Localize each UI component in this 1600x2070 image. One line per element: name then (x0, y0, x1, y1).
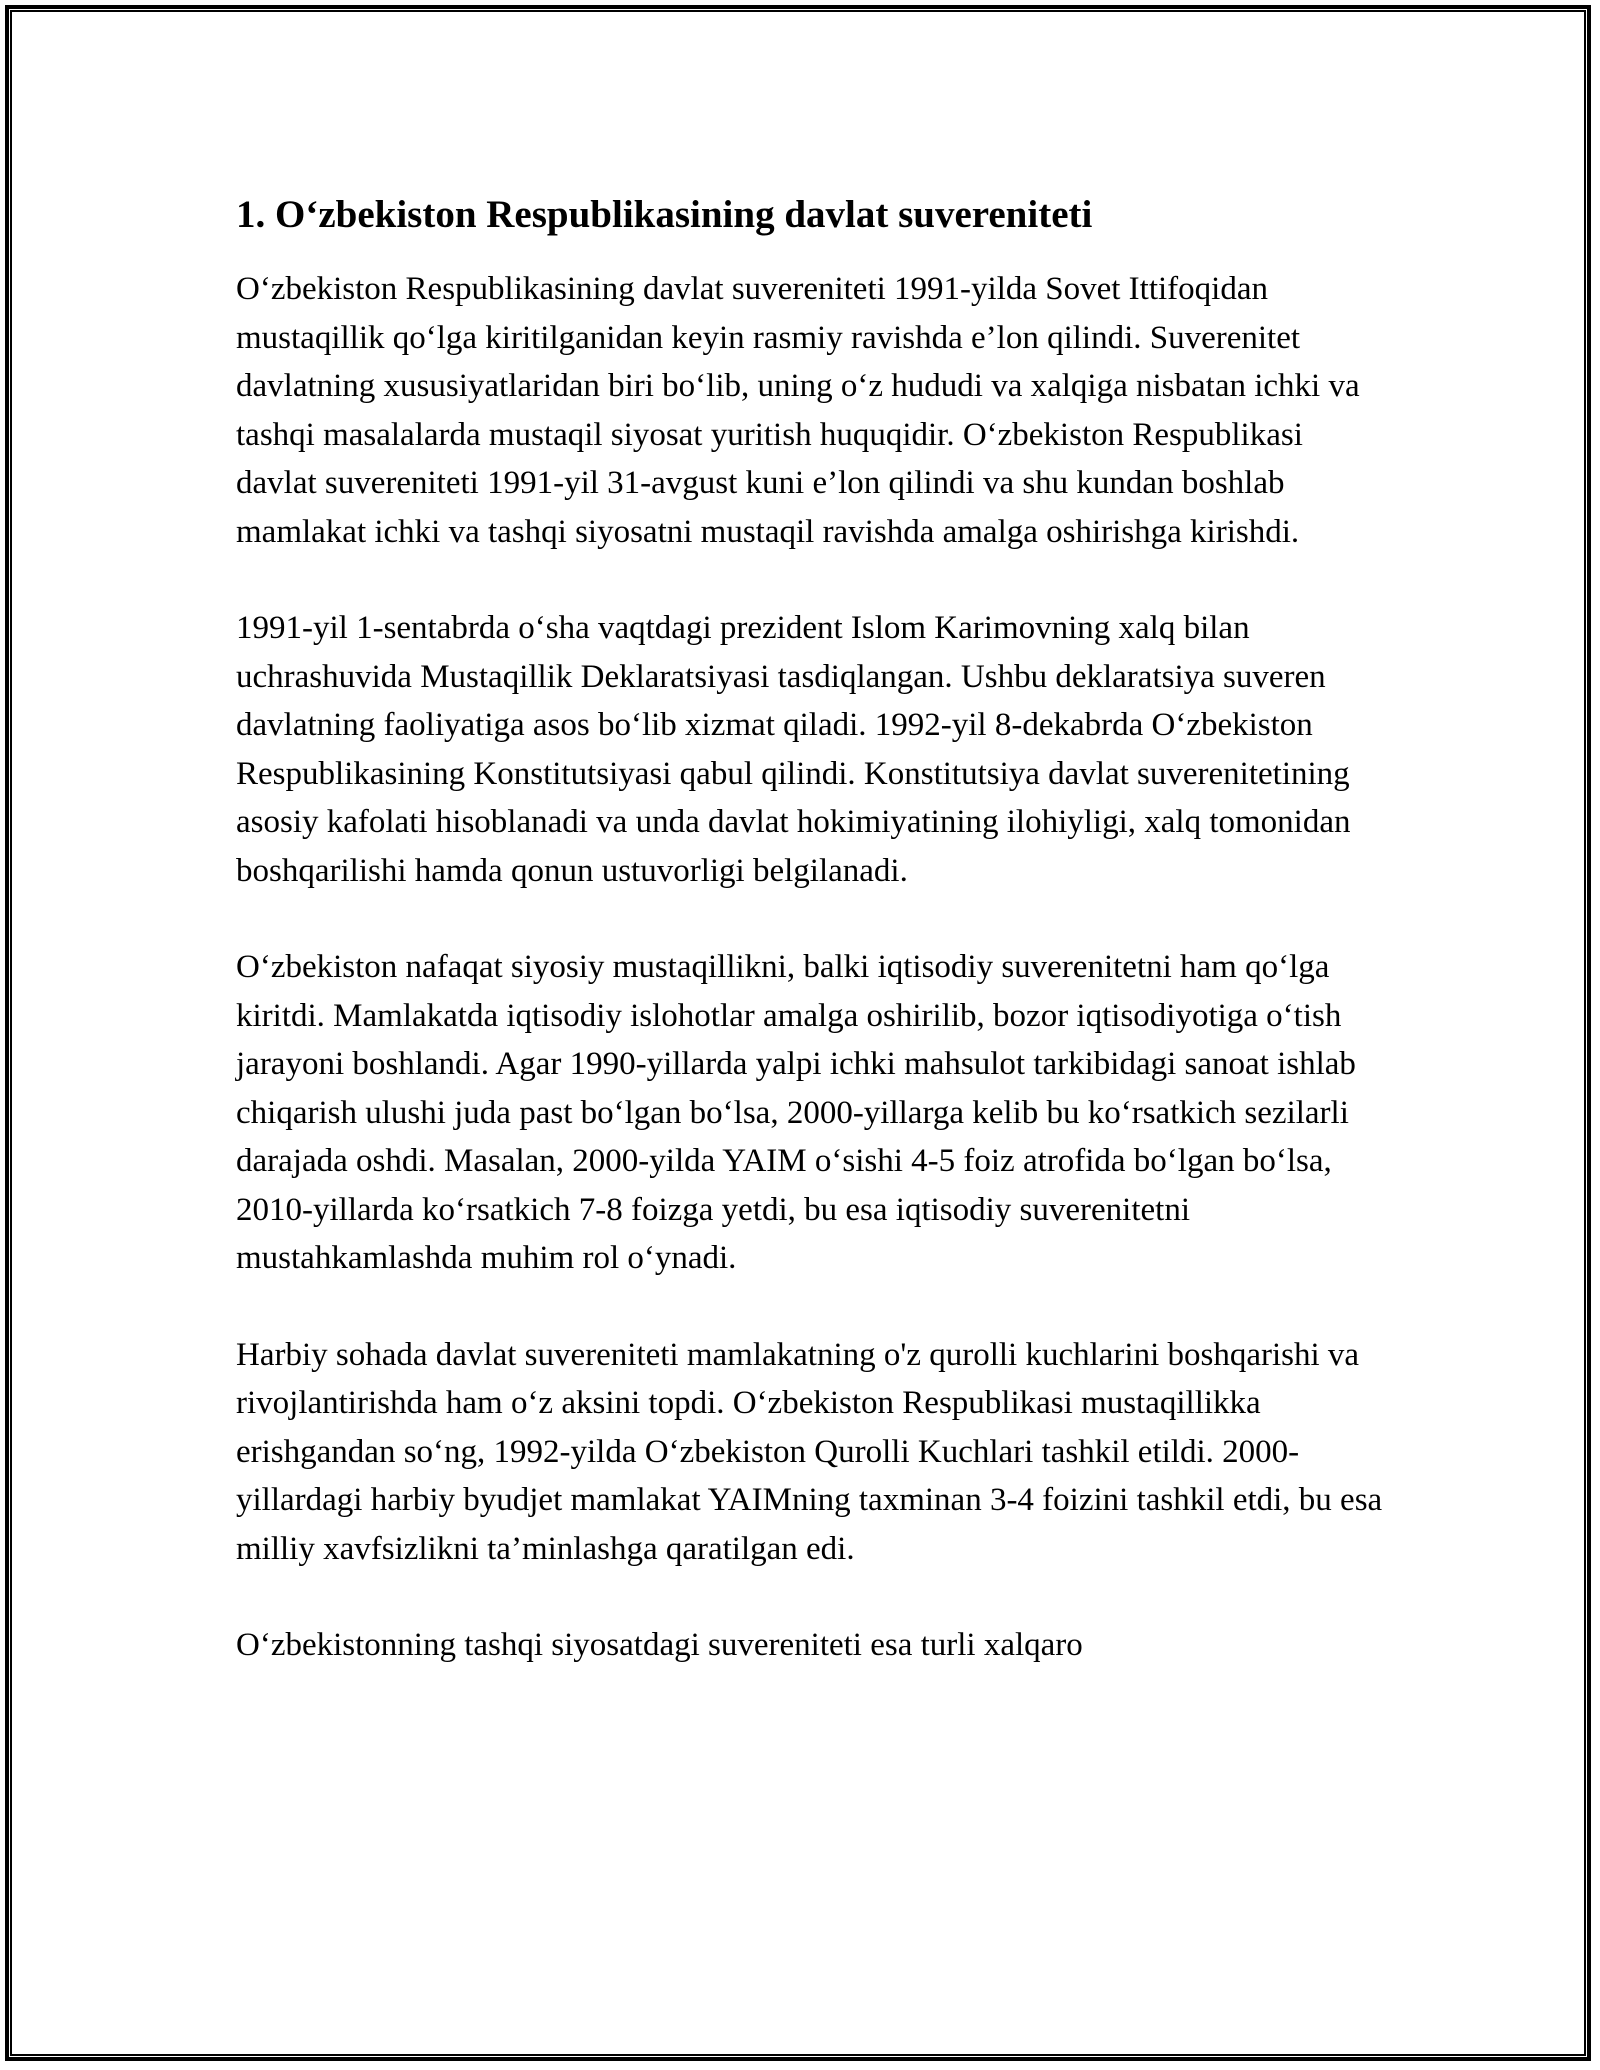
paragraph-3: O‘zbekiston nafaqat siyosiy mustaqillikni, balki iqtisodiy suverenitetni ham qo‘lga kiritdi. Mamlakatda iqtisodiy islohotlar amalga oshirilib, bozor iqtisodiyotiga o‘tish jarayoni boshlandi. Agar 1990-yillarda yalpi ichki mahsulot tarkibidagi sanoat ishlab chiqarish ulushi juda past bo‘lgan bo‘lsa, 2000-yillarga kelib bu ko‘rsatkich sezilarli darajada oshdi. Masalan, 2000-yilda YAIM o‘sishi 4-5 foiz atrofida bo‘lgan bo‘lsa, 2010-yillarda ko‘rsatkich 7-8 foizga yetdi, bu esa iqtisodiy suverenitetni mustahkamlashda muhim rol o‘ynadi. (236, 949, 1356, 1276)
paragraph-4: Harbiy sohada davlat suvereniteti mamlakatning o'z qurolli kuchlarini boshqarishi va rivojlantirishda ham o‘z aksini topdi. O‘zbekiston Respublikasi mustaqillikka erishgandan so‘ng, 1992-yilda O‘zbekiston Qurolli Kuchlari tashkil etildi. 2000-yillardagi harbiy byudjet mamlakat YAIMning taxminan 3-4 foizini tashkil etdi, bu esa milliy xavfsizlikni ta’minlashga qaratilgan edi. (236, 1336, 1383, 1567)
section-heading: 1. O‘zbekiston Respublikasining davlat suvereniteti (236, 193, 1093, 236)
paragraph-2: 1991-yil 1-sentabrda o‘sha vaqtdagi prezident Islom Karimovning xalq bilan uchrashuvida Mustaqillik Deklaratsiyasi tasdiqlangan. Ushbu deklaratsiya suveren davlatning faoliyatiga asos bo‘lib xizmat qiladi. 1992-yil 8-dekabrda O‘zbekiston Respublikasining Konstitutsiyasi qabul qilindi. Konstitutsiya davlat suverenitetining asosiy kafolati hisoblanadi va unda davlat hokimiyatining ilohiyligi, xalq tomonidan boshqarilishi hamda qonun ustuvorligi belgilanadi. (236, 610, 1351, 889)
paragraph-1: O‘zbekiston Respublikasining davlat suvereniteti 1991-yilda Sovet Ittifoqidan mustaqillik qo‘lga kiritilganidan keyin rasmiy ravishda e’lon qilindi. Suverenitet davlatning xususiyatlaridan biri bo‘lib, uning o‘z hududi va xalqiga nisbatan ichki va tashqi masalalarda mustaqil siyosat yuritish huquqidir. O‘zbekiston Respublikasi davlat suvereniteti 1991-yil 31-avgust kuni e’lon qilindi va shu kundan boshlab mamlakat ichki va tashqi siyosatni mustaqil ravishda amalga oshirishga kirishdi. (236, 271, 1360, 550)
document-body (236, 185, 1386, 1718)
paragraph-5: O‘zbekistonning tashqi siyosatdagi suvereniteti esa turli xalqaro (236, 1627, 1083, 1663)
